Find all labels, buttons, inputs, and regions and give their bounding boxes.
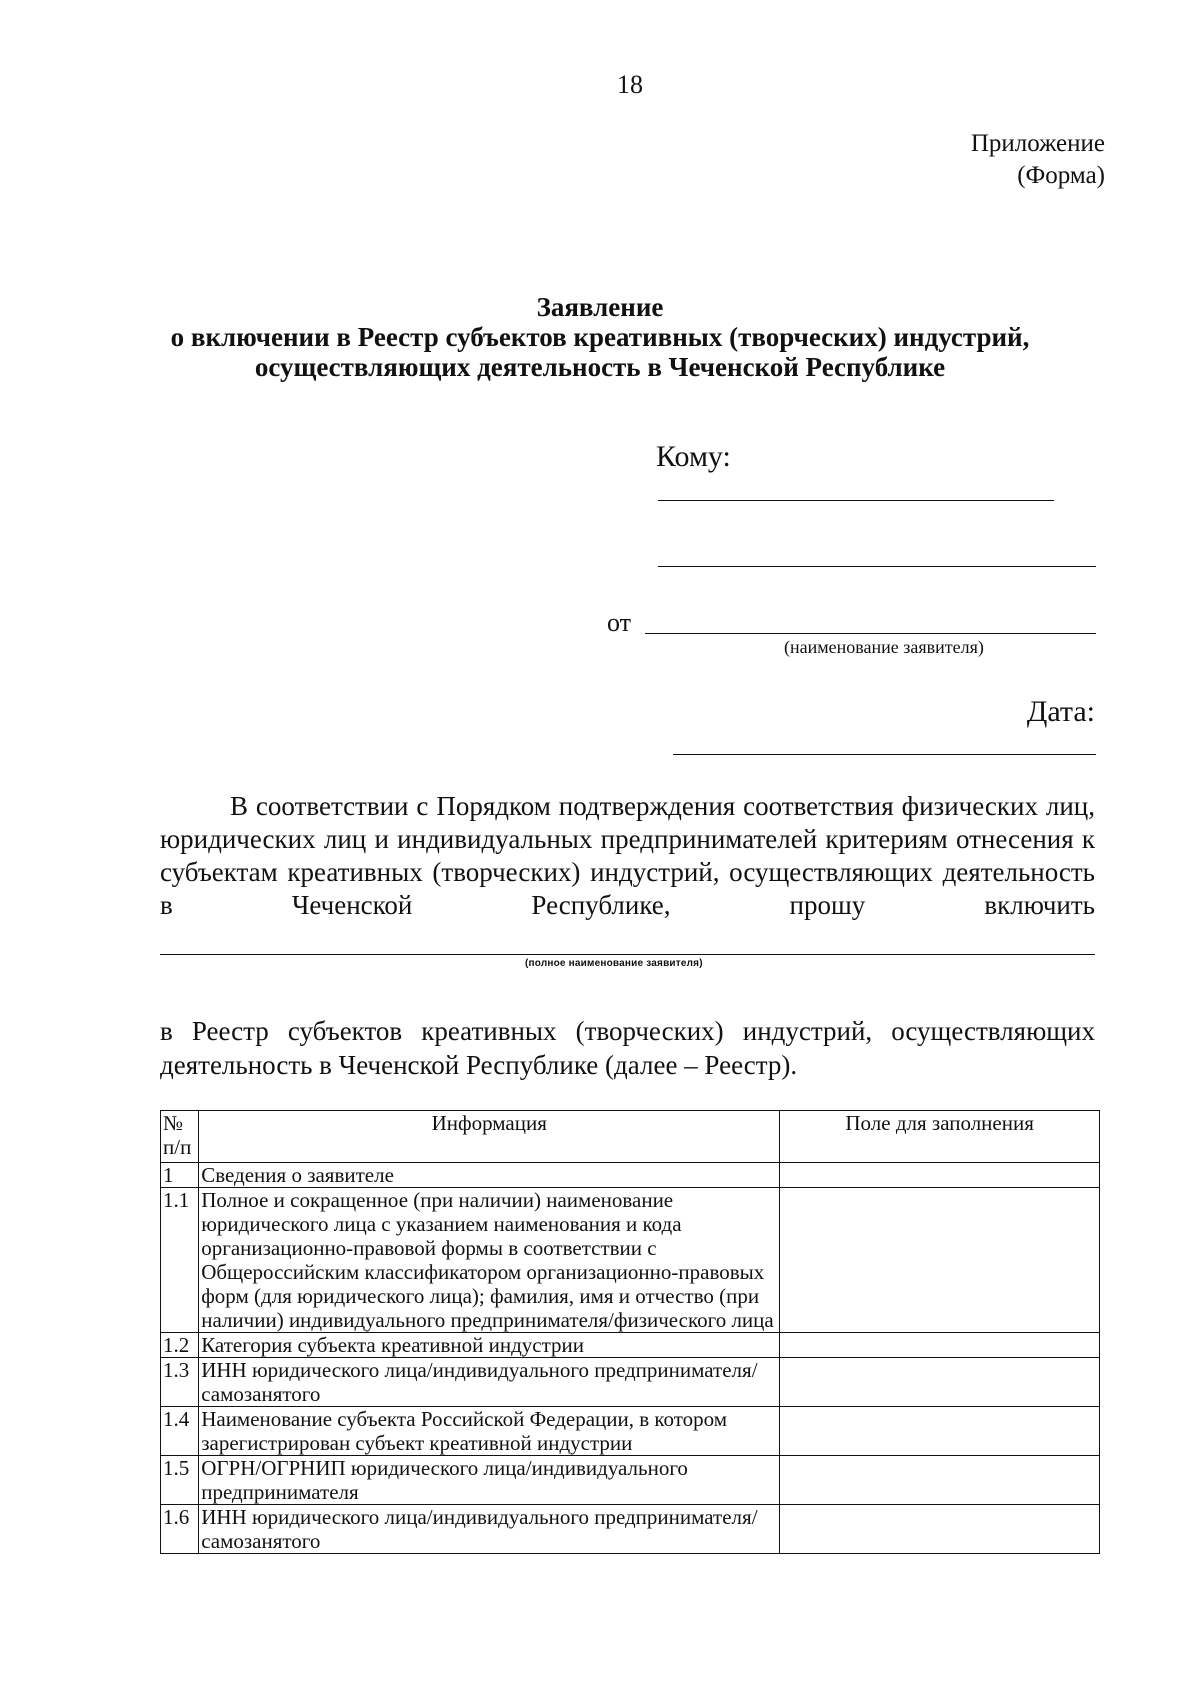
applicant-info-table (160, 1110, 1100, 1554)
appendix-line-1: Приложение (970, 130, 1105, 157)
paragraph-2-line-1: в Реестр субъектов креативных (творческих) индустрий, осуществляющих (160, 1016, 1095, 1046)
applicant-name-caption: (полное наименование заявителя) (525, 958, 703, 969)
body-paragraph-2 (160, 1014, 1095, 1082)
appendix-line-2: (Форма) (1017, 162, 1105, 189)
to-label: Кому: (656, 440, 731, 473)
table-header-row (161, 1111, 1100, 1163)
header-fill: Поле для заполнения (780, 1111, 1100, 1163)
row-num: 1.6 (161, 1505, 199, 1554)
from-caption: (наименование заявителя) (784, 637, 984, 657)
row-num: 1.1 (161, 1188, 199, 1333)
from-label: от (607, 608, 632, 637)
applicant-name-line[interactable] (160, 954, 1095, 955)
row-info: ИНН юридического лица/индивидуального предпринимателя/самозанятого (199, 1505, 780, 1554)
from-line[interactable] (645, 633, 1096, 634)
header-num: № п/п (161, 1111, 199, 1163)
table-row (161, 1333, 1100, 1358)
header-info: Информация (199, 1111, 780, 1163)
table-row (161, 1163, 1100, 1188)
row-info: ИНН юридического лица/индивидуального предпринимателя/самозанятого (199, 1358, 780, 1407)
title-line-1: Заявление (536, 292, 664, 322)
row-fill-field[interactable] (780, 1333, 1100, 1358)
paragraph-2-line-2: деятельность в Чеченской Республике (далее – Реестр). (160, 1050, 798, 1080)
row-num: 1 (161, 1163, 199, 1188)
table-row (161, 1188, 1100, 1333)
appendix-label (971, 128, 1105, 192)
document-title (100, 292, 1100, 382)
row-fill-field[interactable] (780, 1358, 1100, 1407)
row-num: 1.3 (161, 1358, 199, 1407)
title-line-2: о включении в Реестр субъектов креативных (творческих) индустрий, (170, 322, 1030, 352)
row-fill-field[interactable] (780, 1505, 1100, 1554)
row-info: ОГРН/ОГРНИП юридического лица/индивидуального предпринимателя (199, 1456, 780, 1505)
to-line-2[interactable] (658, 566, 1096, 567)
date-label: Дата: (1026, 695, 1095, 728)
row-fill-field[interactable] (780, 1163, 1100, 1188)
row-num: 1.4 (161, 1407, 199, 1456)
to-line-1[interactable] (658, 500, 1054, 501)
row-num: 1.2 (161, 1333, 199, 1358)
row-info: Категория субъекта креативной индустрии (199, 1333, 780, 1358)
table-row (161, 1407, 1100, 1456)
row-info: Сведения о заявителе (199, 1163, 780, 1188)
row-fill-field[interactable] (780, 1407, 1100, 1456)
body-paragraph-1: В соответствии с Порядком подтверждения соответствия физических лиц, юридических лиц и индивидуальных предпринимателей критериям отнесения к субъектам креативных (творческих) индустрий, осуществляющих деятельность в Чеченской Республике, прошу включить (160, 791, 1095, 920)
table-row (161, 1358, 1100, 1407)
date-line[interactable] (673, 754, 1096, 755)
row-info: Полное и сокращенное (при наличии) наименование юридического лица с указанием наименования и кода организационно-правовой формы в соответствии с Общероссийским классификатором организационно-правовых форм (для юридического лица); фамилия, имя и отчество (при наличии) индивидуального предпринимателя/физического лица (199, 1188, 780, 1333)
page-number: 18 (617, 70, 643, 99)
row-info: Наименование субъекта Российской Федерации, в котором зарегистрирован субъект креативной индустрии (199, 1407, 780, 1456)
row-num: 1.5 (161, 1456, 199, 1505)
row-fill-field[interactable] (780, 1456, 1100, 1505)
table-row (161, 1505, 1100, 1554)
row-fill-field[interactable] (780, 1188, 1100, 1333)
title-line-3: осуществляющих деятельность в Чеченской Республике (254, 352, 946, 382)
table-row (161, 1456, 1100, 1505)
